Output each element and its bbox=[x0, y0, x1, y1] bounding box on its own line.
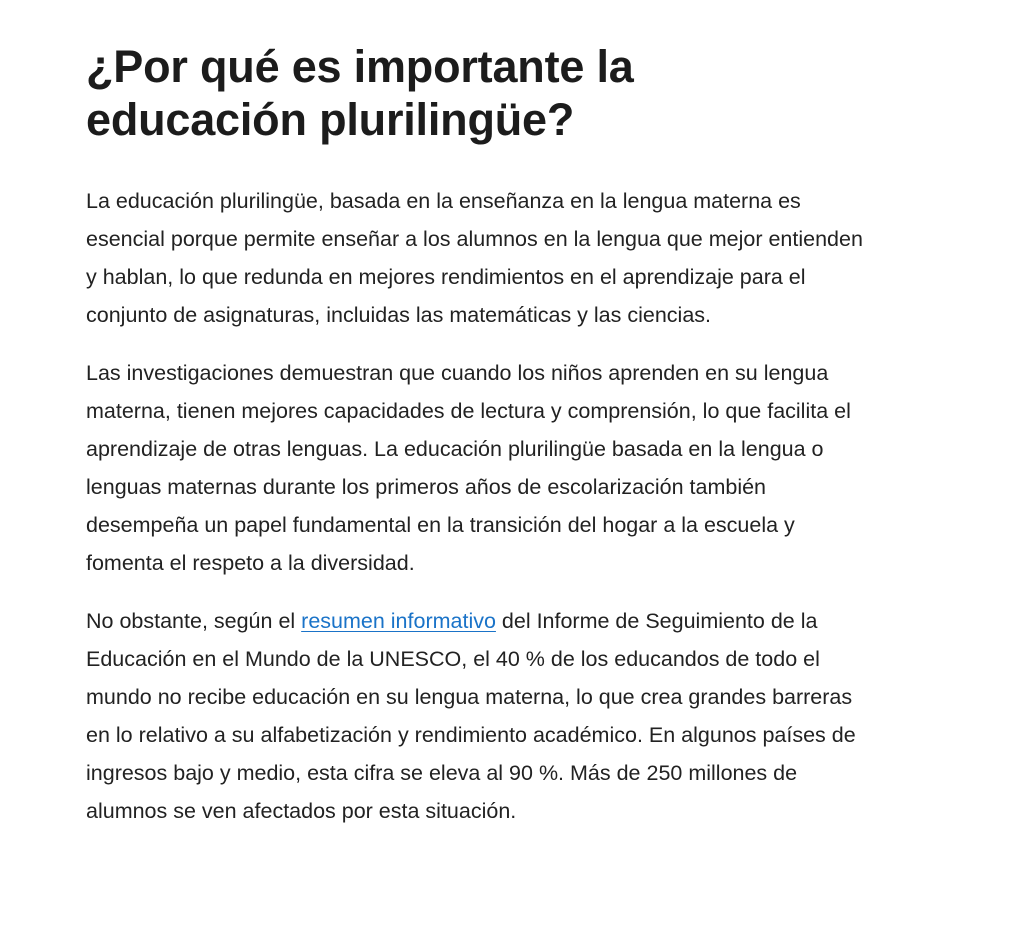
paragraph-1: La educación plurilingüe, basada en la enseñanza en la lengua materna es esencial porque permite enseñar a los alumnos en la lengua que mejor entienden y hablan, lo que redunda en mejores rendimientos en el aprendizaje para el conjunto de asignaturas, incluidas las matemáticas y las ciencias. bbox=[86, 189, 863, 327]
article-title bbox=[86, 40, 876, 146]
article-title-line-2: educación plurilingüe? bbox=[86, 94, 575, 145]
resumen-informativo-link[interactable]: resumen informativo bbox=[301, 609, 496, 633]
paragraph-3-text-before-link: No obstante, según el bbox=[86, 609, 302, 633]
paragraph-2: Las investigaciones demuestran que cuando los niños aprenden en su lengua materna, tienen mejores capacidades de lectura y comprensión, lo que facilita el aprendizaje de otras lenguas. La educación plurilingüe basada en la lengua o lenguas maternas durante los primeros años de escolarización también desempeña un papel fundamental en la transición del hogar a la escuela y fomenta el respeto a la diversidad. bbox=[86, 361, 851, 575]
paragraph-3-text-after-link: del Informe de Seguimiento de la Educación en el Mundo de la UNESCO, el 40 % de los educandos de todo el mundo no recibe educación en su lengua materna, lo que crea grandes barreras en lo relativo a su alfabetización y rendimiento académico. En algunos países de ingresos bajo y medio, esta cifra se eleva al 90 %. Más de 250 millones de alumnos se ven afectados por esta situación. bbox=[86, 609, 856, 823]
article-title-line-1: ¿Por qué es importante la bbox=[86, 41, 634, 92]
paragraph-3 bbox=[86, 602, 876, 830]
article bbox=[86, 40, 876, 830]
